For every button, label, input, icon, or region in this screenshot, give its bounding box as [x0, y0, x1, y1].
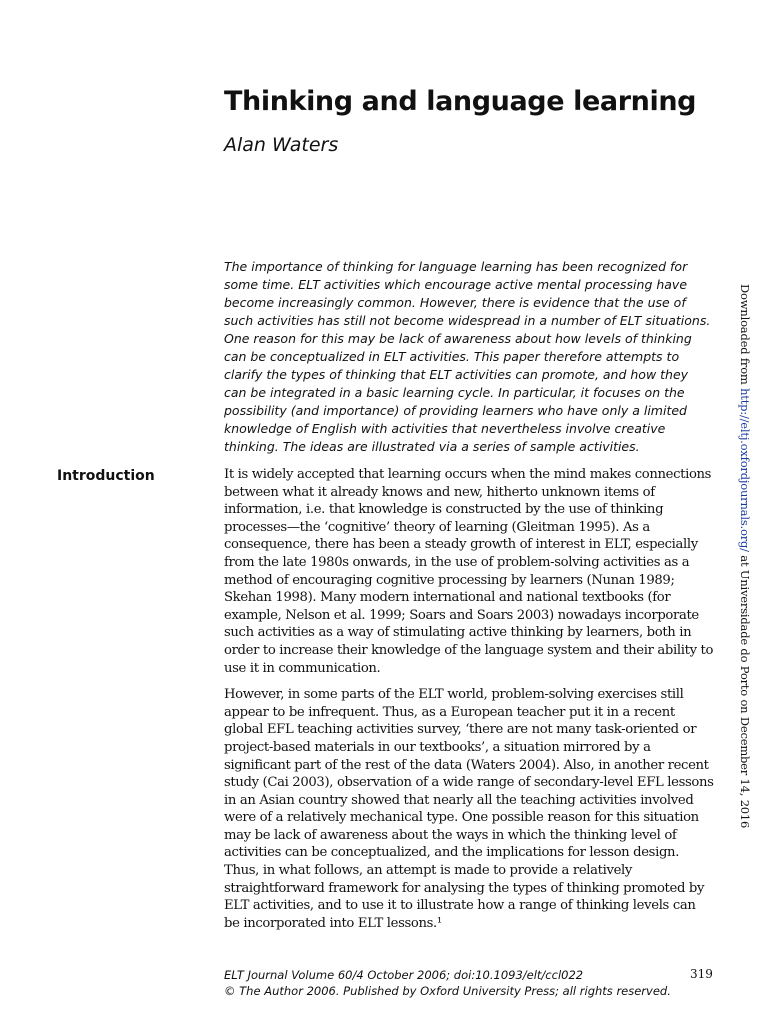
- page-number: 319: [690, 967, 713, 981]
- section-heading: Introduction: [57, 468, 155, 484]
- footer-citation-block: [224, 967, 671, 999]
- body-paragraph: It is widely accepted that learning occurs when the mind makes connections between what it already knows and new, hitherto unknown items of information, i.e. that knowledge is constructed by the use of thinking processes—the ‘cognitive’ theory of learning (Gleitman 1995). As a consequence, there has been a steady growth of interest in ELT, especially from the late 1980s onwards, in the use of problem-solving activities as a method of encouraging cognitive processing by learners (Nunan 1989; Skehan 1998). Many modern international and national textbooks (for example, Nelson et al. 1999; Soars and Soars 2003) nowadays incorporate such activities as a way of stimulating active thinking by learners, both in order to increase their knowledge of the language system and their ability to use it in communication.: [224, 467, 714, 676]
- journal-link[interactable]: http://eltj.oxfordjournals.org/: [738, 388, 752, 552]
- journal-citation: ELT Journal Volume 60/4 October 2006; doi:10.1093/elt/ccl022: [224, 968, 584, 982]
- body-paragraph: However, in some parts of the ELT world, problem-solving exercises still appear to be infrequent. Thus, as a European teacher put it in a recent global EFL teaching activities survey, ‘there are not many task-oriented or project-based materials in our textbooks’, a situation mirrored by a significant part of the rest of the data (Waters 2004). Also, in another recent study (Cai 2003), observation of a wide range of secondary-level EFL lessons in an Asian country showed that nearly all the teaching activities involved were of a relatively mechanical type. One possible reason for this situation may be lack of awareness about the ways in which the thinking level of activities can be conceptualized, and the implications for lesson design. Thus, in what follows, an attempt is made to provide a relatively straightforward framework for analysing the types of thinking promoted by ELT activities, and to use it to illustrate how a range of thinking levels can be incorporated into ELT lessons.¹: [224, 687, 714, 931]
- download-suffix: at Universidade do Porto on December 14, 2016: [738, 551, 752, 829]
- body-text: [224, 466, 714, 941]
- download-watermark: [738, 284, 752, 828]
- download-prefix: Downloaded from: [738, 284, 752, 389]
- copyright-notice: © The Author 2006. Published by Oxford University Press; all rights reserved.: [224, 984, 671, 998]
- author-name: Alan Waters: [224, 134, 339, 156]
- article-title: Thinking and language learning: [224, 86, 697, 117]
- abstract: The importance of thinking for language learning has been recognized for some time. ELT activities which encourage active mental processing have become increasingly common. However, there is evidence that the use of such activities has still not become widespread in a number of ELT situations. One reason for this may be lack of awareness about how levels of thinking can be conceptualized in ELT activities. This paper therefore attempts to clarify the types of thinking that ELT activities can promote, and how they can be integrated in a basic learning cycle. In particular, it focuses on the possibility (and importance) of providing learners who have only a limited knowledge of English with activities that nevertheless involve creative thinking. The ideas are illustrated via a series of sample activities.: [224, 259, 711, 454]
